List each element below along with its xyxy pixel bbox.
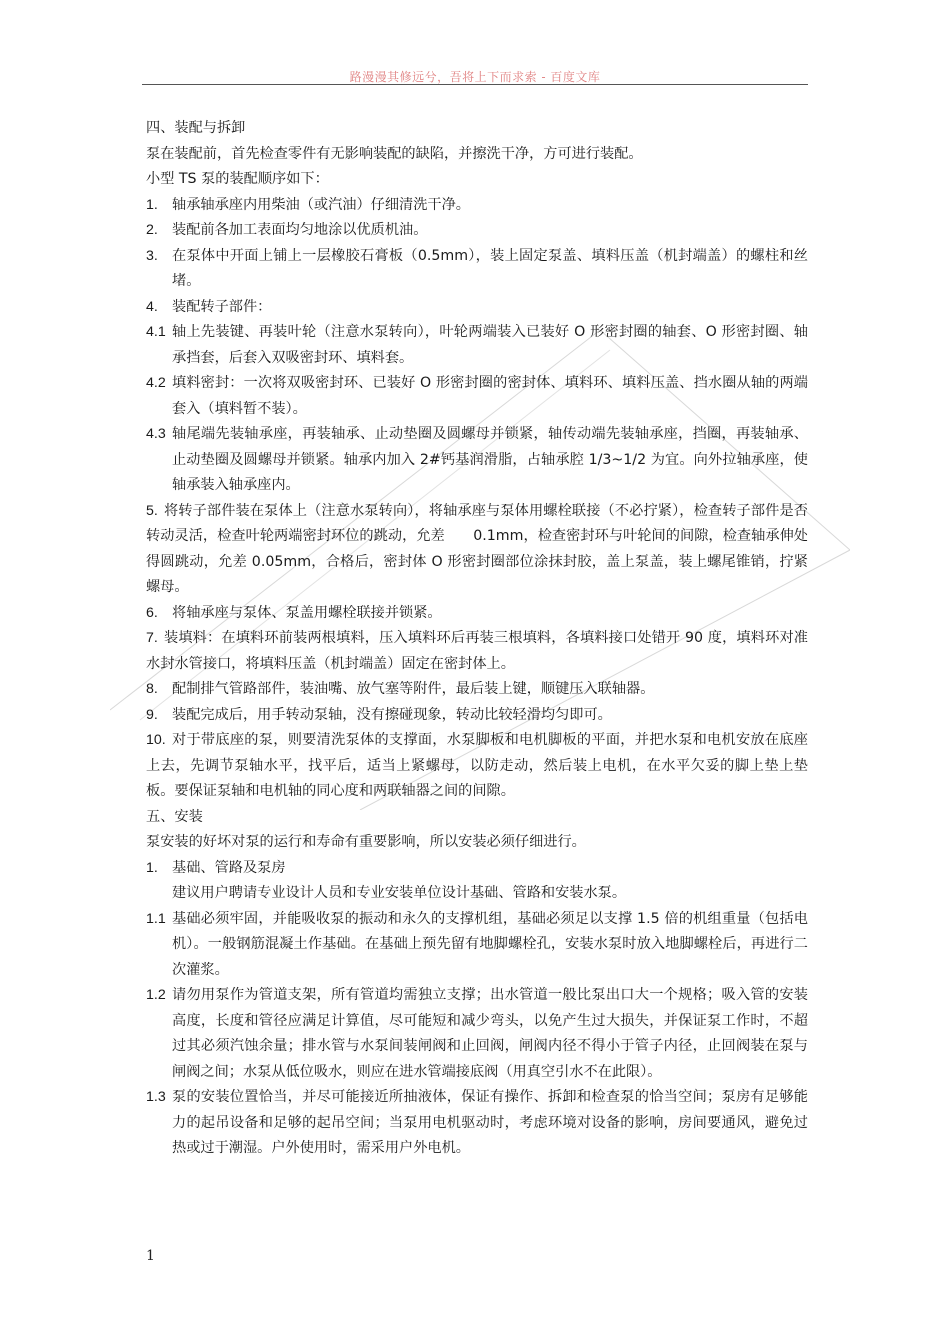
list-item-number: 3. — [146, 247, 158, 264]
list-item-number: 4. — [146, 298, 158, 315]
list-item-number: 10. — [146, 732, 166, 748]
section-5-title: 五、安装 — [146, 808, 203, 825]
list-item — [146, 881, 808, 907]
list-item-number: 1.3 — [146, 1089, 166, 1105]
list-item — [146, 1085, 808, 1162]
list-item-text: 对于带底座的泵，则要清洗泵体的支撑面，水泵脚板和电机脚板的平面，并把水泵和电机安放在底座上去，先调节泵轴水平，找平后，适当上紧螺母，以防走动，然后装上电机，在水平欠妥的脚上垫上垫板。要保证泵轴和电机轴的同心度和两联轴器之间的间隙。 — [146, 732, 808, 799]
list-item-text: 基础必须牢固，并能吸收泵的振动和永久的支撑机组，基础必须足以支撑 1.5 倍的机组重量（包括电机）。一般钢筋混凝土作基础。在基础上预先留有地脚螺栓孔，安装水泵时放入地脚螺栓后，再进行二次灌浆。 — [172, 910, 808, 978]
list-item-number: 6. — [146, 604, 158, 621]
list-item-text: 轴承轴承座内用柴油（或汽油）仔细清洗干净。 — [172, 196, 470, 213]
list-item-text: 将轴承座与泵体、泵盖用螺栓联接并锁紧。 — [172, 604, 442, 621]
list-item-number: 9. — [146, 706, 158, 723]
page-header: 路漫漫其修远兮，吾将上下而求索 - 百度文库 — [349, 70, 601, 84]
list-item-text: 泵的安装位置恰当，并尽可能接近所抽液体，保证有操作、拆卸和检查泵的恰当空间；泵房有足够能力的起吊设备和足够的起吊空间；当泵用电机驱动时，考虑环境对设备的影响，房间要通风，避免过热或过于潮湿。户外使用时，需采用户外电机。 — [172, 1089, 808, 1156]
list-item-text: 基础、管路及泵房 — [172, 859, 286, 876]
list-item-text: 装配完成后，用手转动泵轴，没有擦碰现象，转动比较轻滑均匀即可。 — [172, 706, 612, 723]
list-item — [146, 728, 808, 805]
list-item-text: 装配前各加工表面均匀地涂以优质机油。 — [172, 222, 428, 238]
list-item — [146, 626, 808, 677]
section-4-title: 四、装配与拆卸 — [146, 120, 246, 136]
header-rule — [142, 84, 808, 85]
list-item-text: 在泵体中开面上铺上一层橡胶石膏板（0.5mm），装上固定泵盖、填料压盖（机封端盖）的螺柱和丝堵。 — [172, 247, 808, 289]
list-item — [146, 499, 808, 601]
list-item-text: 轴尾端先装轴承座，再装轴承、止动垫圈及圆螺母并锁紧，轴传动端先装轴承座，挡圈，再装轴承、止动垫圈及圆螺母并锁紧。轴承内加入 2#钙基润滑脂，占轴承腔 1/3~1/2 为宜。向外拉轴承座，使轴承装入轴承座内。 — [172, 426, 808, 493]
list-item — [146, 295, 808, 321]
list-item-number: 1. — [146, 859, 158, 876]
list-item-number: 4.2 — [146, 375, 166, 391]
list-item-text: 请勿用泵作为管道支架，所有管道均需独立支撑；出水管道一般比泵出口大一个规格；吸入管的安装高度，长度和管径应满足计算值，尽可能短和减少弯头，以免产生过大损失，并保证泵工作时，不超过其必须汽蚀余量；排水管与水泵间装闸阀和止回阀，闸阀内径不得小于管子内径，止回阀装在泵与闸阀之间；水泵从低位吸水，则应在进水管端接底阀（用真空引水不在此限）。 — [172, 987, 808, 1080]
list-item-number: 4.1 — [146, 324, 166, 340]
page-number: 1 — [146, 1248, 155, 1264]
list-item — [146, 371, 808, 422]
list-item — [146, 244, 808, 295]
list-item — [146, 218, 808, 244]
list-item — [146, 677, 808, 703]
list-item-text: 装配转子部件： — [172, 298, 272, 315]
list-item-number: 1.1 — [146, 910, 166, 927]
list-item — [146, 703, 808, 729]
list-item-number: 2. — [146, 222, 158, 238]
list-item — [146, 193, 808, 219]
section-4-subintro: 小型 TS 泵的装配顺序如下： — [146, 171, 329, 187]
list-item — [146, 856, 808, 882]
list-item — [146, 422, 808, 499]
list-item-text: 将转子部件装在泵体上（注意水泵转向），将轴承座与泵体用螺栓联接（不必拧紧），检查转子部件是否转动灵活，检查叶轮两端密封环位的跳动，允差 0.1mm，检查密封环与叶轮间的间隙，检查轴承伸处得圆跳动，允差 0.05mm，合格后，密封体 O 形密封圈部位涂抹封胶，盖上泵盖，装上螺尾锥销，拧紧螺母。 — [146, 502, 808, 595]
list-item-text: 配制排气管路部件，装油嘴、放气塞等附件，最后装上键，顺键压入联轴器。 — [172, 681, 655, 697]
section-4-intro: 泵在装配前，首先检查零件有无影响装配的缺陷，并擦洗干净，方可进行装配。 — [146, 145, 643, 162]
section-5-intro: 泵安装的好坏对泵的运行和寿命有重要影响，所以安装必须仔细进行。 — [146, 834, 586, 850]
list-item — [146, 907, 808, 984]
list-item-text: 装填料：在填料环前装两根填料，压入填料环后再装三根填料，各填料接口处错开 90 度，填料环对准水封水管接口，将填料压盖（机封端盖）固定在密封体上。 — [146, 630, 808, 672]
list-item-number: 1. — [146, 196, 158, 213]
list-item-text: 建议用户聘请专业设计人员和专业安装单位设计基础、管路和安装水泵。 — [172, 885, 627, 901]
list-item-number: 8. — [146, 681, 158, 697]
list-item-number: 5. — [146, 502, 158, 519]
list-item-number: 1.2 — [146, 987, 166, 1003]
list-item-number: 4.3 — [146, 426, 166, 442]
list-item — [146, 320, 808, 371]
list-item — [146, 601, 808, 627]
document-body — [146, 116, 808, 1162]
list-item-number: 7. — [146, 630, 158, 646]
list-item-text: 轴上先装键、再装叶轮（注意水泵转向），叶轮两端装入已装好 O 形密封圈的轴套、O 形密封圈、轴承挡套，后套入双吸密封环、填料套。 — [172, 324, 808, 366]
list-item — [146, 983, 808, 1085]
list-item-text: 填料密封：一次将双吸密封环、已装好 O 形密封圈的密封体、填料环、填料压盖、挡水圈从轴的两端套入（填料暂不装）。 — [172, 375, 808, 417]
